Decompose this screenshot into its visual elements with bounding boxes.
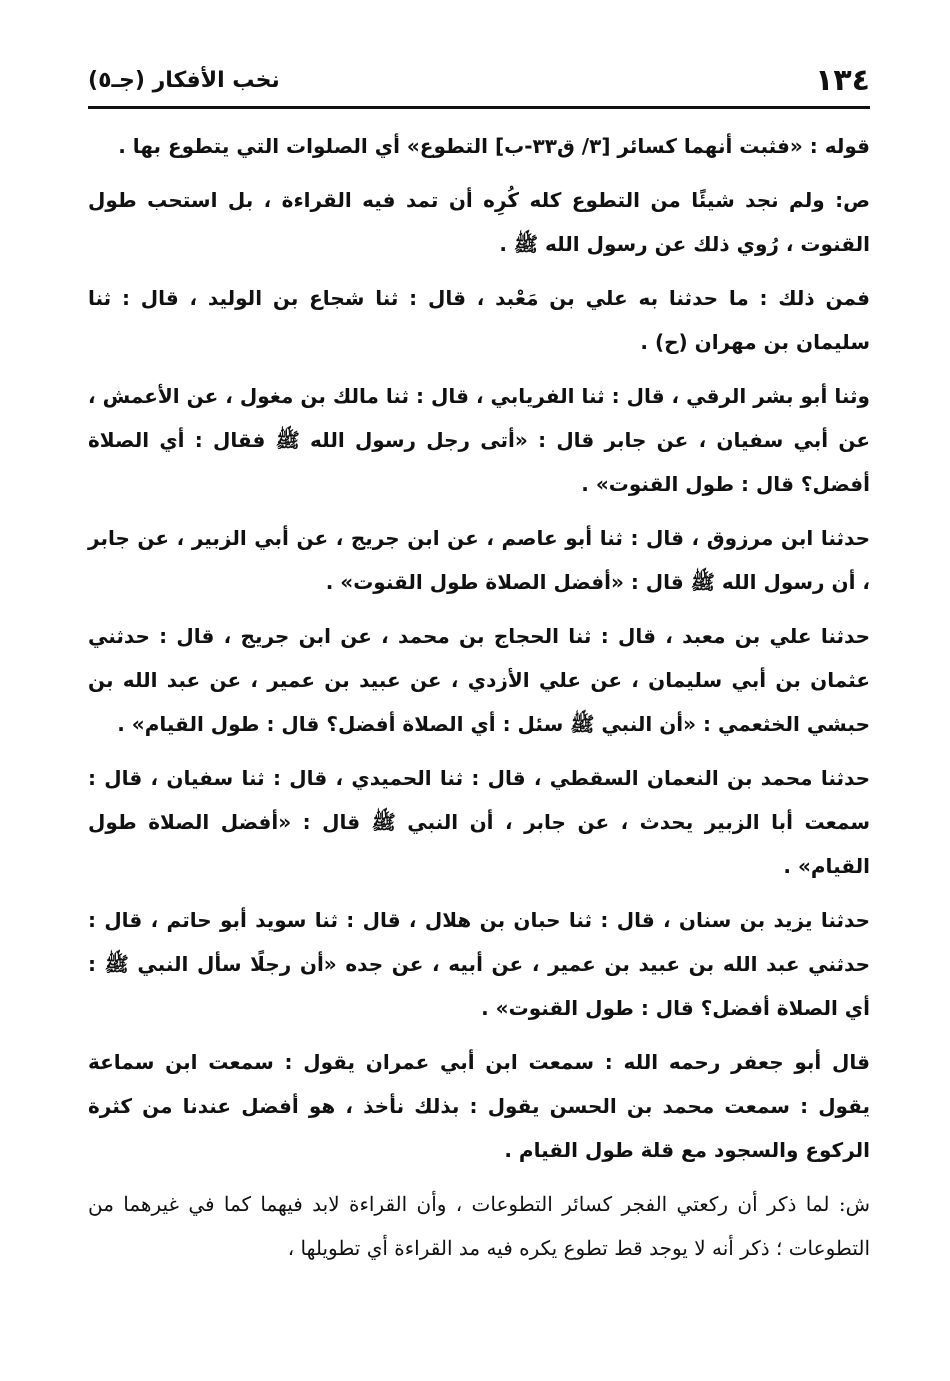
page-number: ١٣٤ xyxy=(815,62,870,98)
paragraph: حدثنا يزيد بن سنان ، قال : ثنا حبان بن هلال ، قال : ثنا سويد أبو حاتم ، قال : حدثني عبد الله بن عبيد بن عمير ، عن أبيه ، عن جده «أن رجلًا سأل النبي ﷺ : أي الصلاة أفضل؟ قال : طول القنوت» . xyxy=(88,908,870,1020)
commentary-paragraph: ش: لما ذكر أن ركعتي الفجر كسائر التطوعات ، وأن القراءة لابد فيهما كما في غيرهما من التطوعات ؛ ذكر أنه لا يوجد قط تطوع يكره فيه مد القراءة أي تطويلها ، xyxy=(88,1192,870,1260)
paragraph: حدثنا محمد بن النعمان السقطي ، قال : ثنا الحميدي ، قال : ثنا سفيان ، قال : سمعت أبا الزبير يحدث ، عن جابر ، أن النبي ﷺ قال : «أفضل الصلاة طول القيام» . xyxy=(88,766,870,878)
paragraph: فمن ذلك : ما حدثنا به علي بن مَعْبد ، قال : ثنا شجاع بن الوليد ، قال : ثنا سليمان بن مهران (ح) . xyxy=(88,286,870,354)
header-divider xyxy=(88,106,870,109)
running-title: نخب الأفكار (جـ٥) xyxy=(88,67,280,93)
paragraph: وثنا أبو بشر الرقي ، قال : ثنا الفريابي ، قال : ثنا مالك بن مغول ، عن الأعمش ، عن أبي سفيان ، عن جابر قال : «أتى رجل رسول الله ﷺ فقال : أي الصلاة أفضل؟ قال : طول القنوت» . xyxy=(88,384,870,496)
page-header xyxy=(88,58,870,102)
paragraph: قوله : «فثبت أنهما كسائر [٣/ ق٣٣-ب] التطوع» أي الصلوات التي يتطوع بها . xyxy=(118,134,870,158)
paragraph: ص: ولم نجد شيئًا من التطوع كله كُرِه أن تمد فيه القراءة ، بل استحب طول القنوت ، رُوي ذلك عن رسول الله ﷺ . xyxy=(88,188,870,256)
page-body xyxy=(88,124,870,1280)
paragraph: قال أبو جعفر رحمه الله : سمعت ابن أبي عمران يقول : سمعت ابن سماعة يقول : سمعت محمد بن الحسن يقول : بذلك نأخذ ، هو أفضل عندنا من كثرة الركوع والسجود مع قلة طول القيام . xyxy=(88,1050,870,1162)
paragraph: حدثنا علي بن معبد ، قال : ثنا الحجاج بن محمد ، عن ابن جريج ، قال : حدثني عثمان بن أبي سليمان ، عن علي الأزدي ، عن عبيد بن عمير ، عن عبد الله بن حبشي الخثعمي : «أن النبي ﷺ سئل : أي الصلاة أفضل؟ قال : طول القيام» . xyxy=(88,624,870,736)
paragraph: حدثنا ابن مرزوق ، قال : ثنا أبو عاصم ، عن ابن جريج ، عن أبي الزبير ، عن جابر ، أن رسول الله ﷺ قال : «أفضل الصلاة طول القنوت» . xyxy=(88,526,870,594)
